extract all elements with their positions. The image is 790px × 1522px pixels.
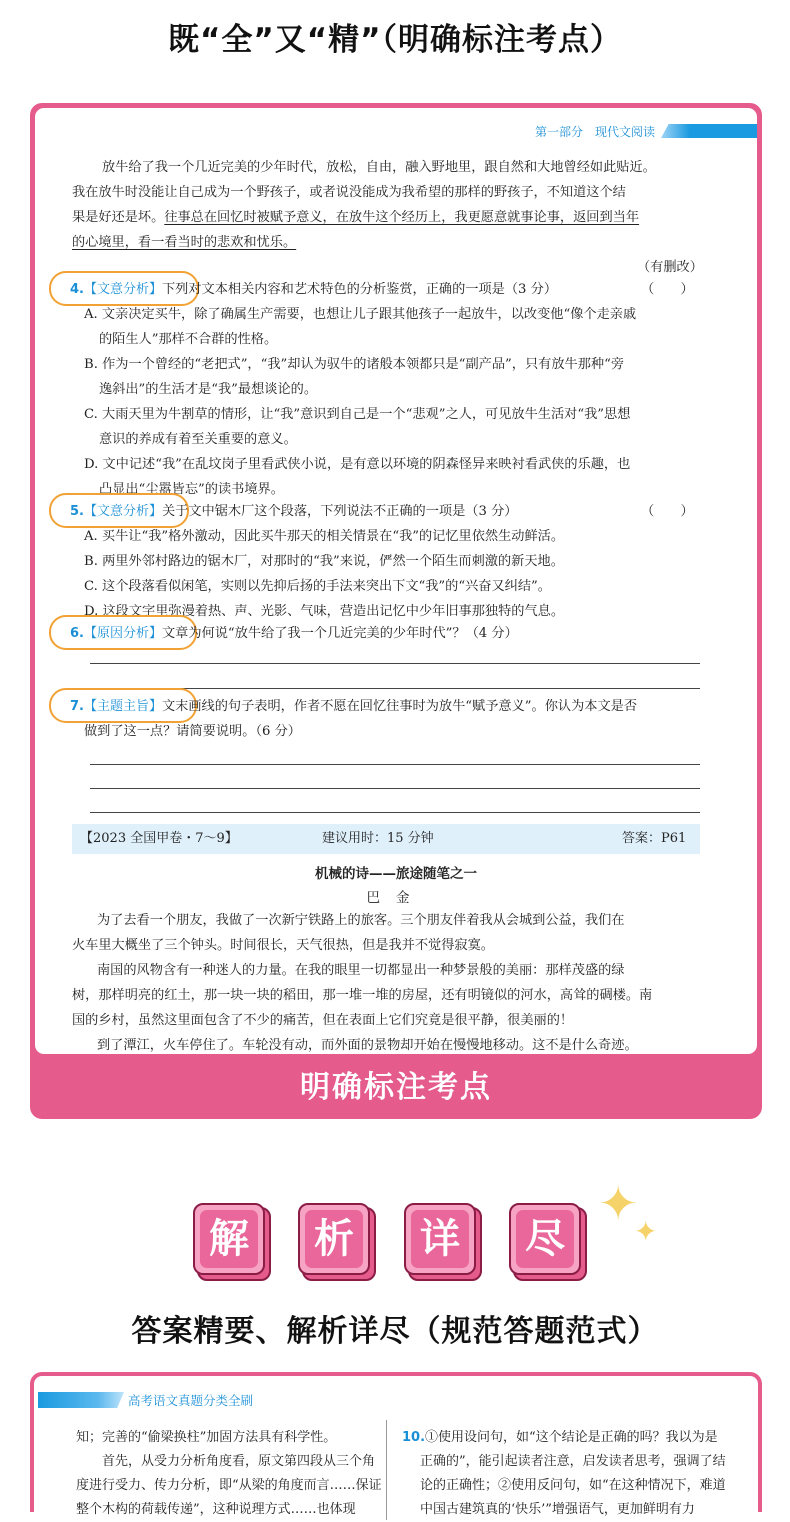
option-line: D. 这段文字里弥漫着热、声、光影、气味，营造出记忆中少年旧事那独特的气息。 <box>84 604 565 619</box>
article-line: 火车里大概坐了三个钟头。时间很长，天气很热，但是我并不觉得寂寞。 <box>72 938 494 953</box>
badge-char: 详 <box>411 1210 469 1268</box>
page-title: 既“全”又“精”（明确标注考点） <box>168 22 622 58</box>
question-stem: 文末画线的句子表明，作者不愿在回忆往事时为放牛“赋予意义”。你认为本文是否 <box>162 699 638 714</box>
article-line: 树，那样明亮的红土，那一块一块的稻田，那一堆一堆的房屋，还有明镜似的河水，高耸的碉楼。南 <box>72 988 653 1003</box>
badge-face <box>298 1203 370 1275</box>
badge-face <box>193 1203 265 1275</box>
option-line: C. 大雨天里为牛割草的情形，让“我”意识到自己是一个“悲观”之人，可见放牛生活对“我”思想 <box>84 407 631 422</box>
passage-text: 果是好还是坏。 <box>72 210 165 225</box>
article-line: 国的乡村，虽然这里面包含了不少的痛苦，但在表面上它们究竟是很平静，很美丽的！ <box>72 1013 574 1028</box>
option-line: 凸显出“尘嚣皆忘”的读书境界。 <box>99 482 284 497</box>
answer-line: 知；完善的“偷梁换柱”加固方法具有科学性。 <box>76 1430 337 1445</box>
badge-face <box>509 1203 581 1275</box>
running-head-text: 高考语文真题分类全刷 <box>128 1393 254 1408</box>
answer-line: 论的正确性；②使用反问句，如“在这种情况下，难道 <box>420 1478 726 1493</box>
option-line: B. 作为一个曾经的“老把式”，“我”却认为驭牛的诸般本领都只是“副产品”，只有放牛那种“旁 <box>84 357 625 372</box>
badge <box>298 1203 376 1281</box>
article-title: 机械的诗——旅途随笔之一 <box>315 866 477 882</box>
option-line: D. 文中记述“我”在乱坟岗子里看武侠小说，是有意以环境的阴森怪异来映衬看武侠的乐趣，也 <box>84 457 631 472</box>
article-line: 到了潭江，火车停住了。车轮没有动，而外面的景物却开始在慢慢地移动。这不是什么奇迹。 <box>97 1038 638 1053</box>
section-title: 答案精要、解析详尽（规范答题范式） <box>131 1314 659 1349</box>
underlined-sentence: 的心境里，看一看当时的悲欢和忧乐。 <box>72 235 297 250</box>
question-stem-continued: 做到了这一点？请简要说明。（6 分） <box>84 724 301 739</box>
question-number: 7. <box>70 699 84 714</box>
running-head <box>38 1390 253 1410</box>
option-line: A. 文亲决定买牛，除了确属生产需要，也想让儿子跟其他孩子一起放牛，以改变他“像个走亲戚 <box>84 307 637 322</box>
option-line: C. 这个段落看似闲笔，实则以先抑后扬的手法来突出下文“我”的“兴奋又纠结”。 <box>84 579 551 594</box>
running-head <box>535 122 757 140</box>
sparkle-icon: ✦ <box>634 1215 658 1248</box>
question-tag: 【文意分析】 <box>83 504 162 519</box>
question-tag: 【文意分析】 <box>83 282 162 297</box>
answer-blank: （ ） <box>641 504 694 519</box>
badge <box>404 1203 482 1281</box>
running-head-bar <box>661 124 757 138</box>
option-line: B. 两里外邻村路边的锯木厂，对那时的“我”来说，俨然一个陌生而刺激的新天地。 <box>84 554 564 569</box>
underlined-sentence: 往事总在回忆时被赋予意义，在放牛这个经历上，我更愿意就事论事，返回到当年 <box>164 210 640 225</box>
answer-line: 中国古建筑真的‘快乐’”增强语气，更加鲜明有力 <box>420 1502 695 1517</box>
badge-face <box>404 1203 476 1275</box>
answer-line <box>90 663 700 664</box>
exam-info-bar <box>72 824 700 854</box>
article-line: 南国的风物含有一种迷人的力量。在我的眼里一切都显出一种梦景般的美丽：那样茂盛的绿 <box>97 963 625 978</box>
question-tag: 【原因分析】 <box>83 626 162 641</box>
card-caption: 明确标注考点 <box>300 1070 492 1105</box>
answer-line <box>90 788 700 789</box>
badge-char: 解 <box>200 1210 258 1268</box>
answer-text: ①使用设问句，如“这个结论是正确的吗？我以为是 <box>425 1430 718 1445</box>
passage-line <box>72 205 639 230</box>
answer-line <box>90 812 700 813</box>
sample-page <box>35 108 757 1054</box>
passage-line: 放牛给了我一个几近完美的少年时代，放松，自由，融入野地里，跟自然和大地曾经如此贴近。 <box>102 160 656 175</box>
question-7 <box>70 694 637 719</box>
article-line: 为了去看一个朋友，我做了一次新宁铁路上的旅客。三个朋友伴着我从会城到公益，我们在 <box>97 913 625 928</box>
answer-line: 度进行受力、传力分析，即“从梁的角度而言……保证 <box>76 1478 382 1493</box>
badge <box>509 1203 587 1281</box>
badge-char: 尽 <box>516 1210 574 1268</box>
sample-page-card <box>30 103 762 1119</box>
badge-char: 析 <box>305 1210 363 1268</box>
question-stem: 下列对文本相关内容和艺术特色的分析鉴赏，正确的一项是（3 分） <box>162 282 558 297</box>
answer-line <box>90 764 700 765</box>
answer-page-ref: 答案：P61 <box>622 831 687 846</box>
answer-blank: （ ） <box>641 282 694 297</box>
running-head-text: 第一部分 现代文阅读 <box>534 124 655 139</box>
answer-page-card <box>30 1372 762 1517</box>
option-line: 意识的养成有着至关重要的意义。 <box>99 432 297 447</box>
source-note: （有删改） <box>637 260 703 275</box>
exam-source: 【2023 全国甲卷・7～9】 <box>80 831 238 846</box>
question-number: 4. <box>70 282 84 297</box>
question-5 <box>70 499 517 524</box>
answer-line: 正确的”，能引起读者注意，启发读者思考，强调了结 <box>420 1454 726 1469</box>
running-head-bar <box>38 1392 124 1408</box>
question-number: 6. <box>70 626 84 641</box>
question-number: 5. <box>70 504 84 519</box>
question-tag: 【主题主旨】 <box>83 699 162 714</box>
option-line: A. 买牛让“我”格外激动，因此买牛那天的相关情景在“我”的记忆里依然生动鲜活。 <box>84 529 565 544</box>
option-line: 的陌生人”那样不合群的性格。 <box>99 332 278 347</box>
sparkle-icon: ✦ <box>598 1176 639 1232</box>
question-number: 10. <box>402 1430 426 1445</box>
article-author: 巴金 <box>366 890 426 906</box>
option-line: 逸斜出”的生活才是“我”最想谈论的。 <box>99 382 318 397</box>
answer-line: 首先，从受力分析角度看，原文第四段从三个角 <box>102 1454 376 1469</box>
suggested-time: 建议用时：15 分钟 <box>322 831 434 846</box>
badge <box>193 1203 271 1281</box>
question-6 <box>70 621 518 646</box>
question-stem: 文章为何说“放牛给了我一个几近完美的少年时代”？（4 分） <box>162 626 518 641</box>
answer-line: 整个木构的荷载传递”，这种说理方式……也体现 <box>76 1502 356 1517</box>
column-divider <box>386 1420 387 1520</box>
question-stem: 关于文中锯木厂这个段落，下列说法不正确的一项是（3 分） <box>162 504 518 519</box>
passage-line: 我在放牛时没能让自己成为一个野孩子，或者说没能成为我希望的那样的野孩子，不知道这个结 <box>72 185 626 200</box>
question-4 <box>70 277 557 302</box>
answer-10 <box>402 1426 718 1450</box>
